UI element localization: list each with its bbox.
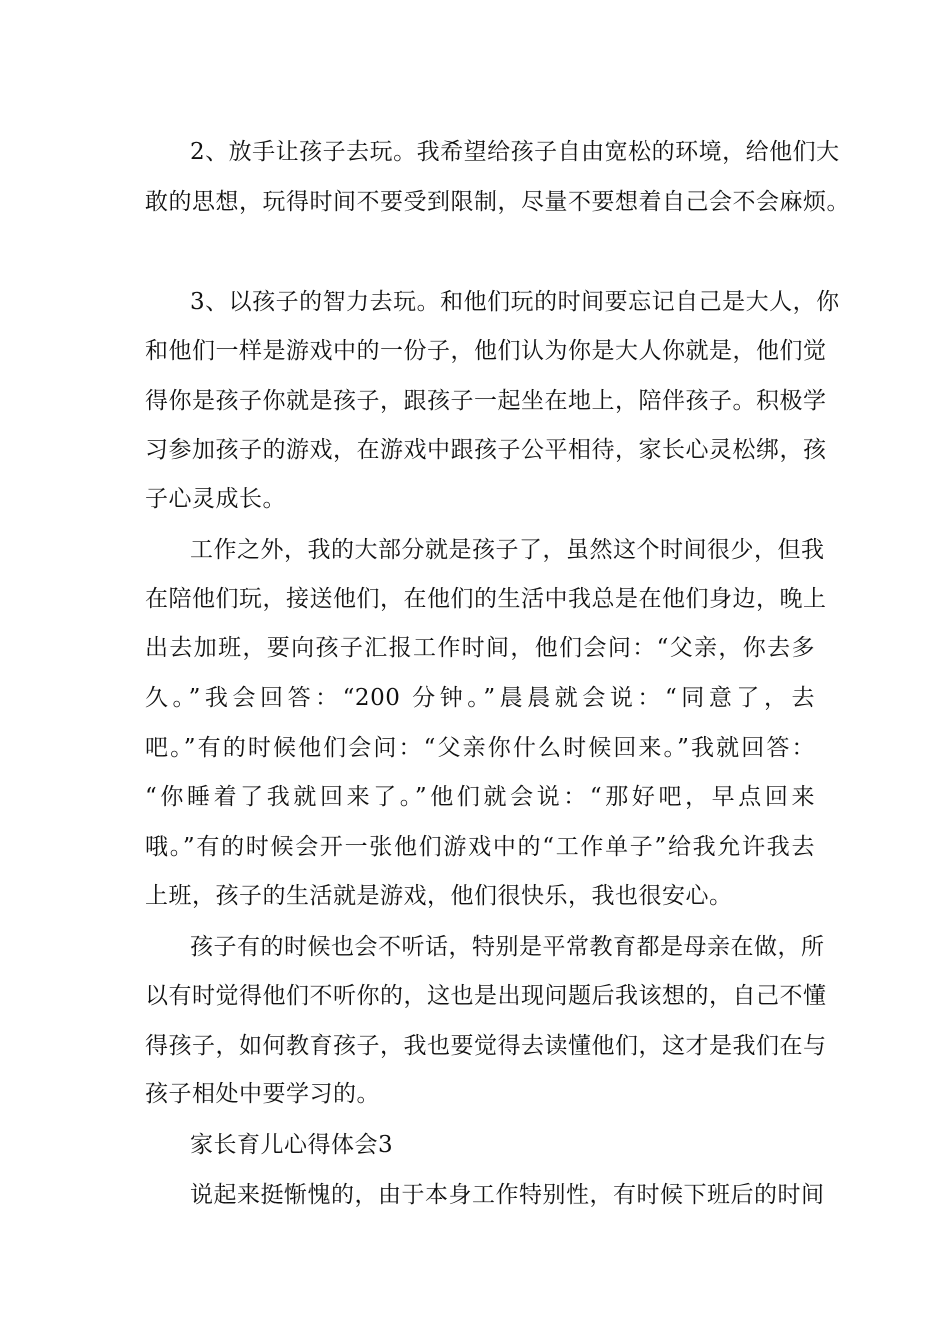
text-line: 以有时觉得他们不听你的，这也是出现问题后我该想的，自己不懂 (145, 983, 827, 1009)
text-line: 久。”我会回答：“200 分钟。”晨晨就会说：“同意了，去 (145, 685, 815, 711)
text-line: 在陪他们玩，接送他们，在他们的生活中我总是在他们身边，晚上 (145, 586, 827, 612)
text-line: 孩子相处中要学习的。 (145, 1081, 380, 1107)
section-heading: 家长育儿心得体会3 (190, 1132, 394, 1158)
text-line: “你睡着了我就回来了。”他们就会说：“那好吧，早点回来 (145, 784, 815, 810)
text-line: 孩子有的时候也会不听话，特别是平常教育都是母亲在做，所 (190, 934, 825, 960)
text-line: 哦。”有的时候会开一张他们游戏中的“工作单子”给我允许我去 (145, 834, 815, 860)
text-line: 工作之外，我的大部分就是孩子了，虽然这个时间很少，但我 (190, 537, 825, 563)
text-line: 吧。”有的时候他们会问：“父亲你什么时候回来。”我就回答： (145, 735, 815, 761)
text-line: 敢的思想，玩得时间不要受到限制，尽量不要想着自己会不会麻烦。 (145, 189, 850, 215)
text-line: 子心灵成长。 (145, 486, 286, 512)
text-line: 得孩子，如何教育孩子，我也要觉得去读懂他们，这才是我们在与 (145, 1033, 827, 1059)
text-line: 2、放手让孩子去玩。我希望给孩子自由宽松的环境，给他们大 (190, 139, 840, 165)
text-line: 上班，孩子的生活就是游戏，他们很快乐，我也很安心。 (145, 883, 733, 909)
text-line: 得你是孩子你就是孩子，跟孩子一起坐在地上，陪伴孩子。积极学 (145, 388, 827, 414)
text-line: 3、以孩子的智力去玩。和他们玩的时间要忘记自己是大人，你 (190, 289, 840, 315)
text-line: 说起来挺惭愧的，由于本身工作特别性，有时候下班后的时间 (190, 1182, 825, 1208)
text-line: 和他们一样是游戏中的一份子，他们认为你是大人你就是，他们觉 (145, 338, 827, 364)
text-line: 习参加孩子的游戏，在游戏中跟孩子公平相待，家长心灵松绑，孩 (145, 437, 827, 463)
text-line: 出去加班，要向孩子汇报工作时间，他们会问：“父亲，你去多 (145, 635, 815, 661)
